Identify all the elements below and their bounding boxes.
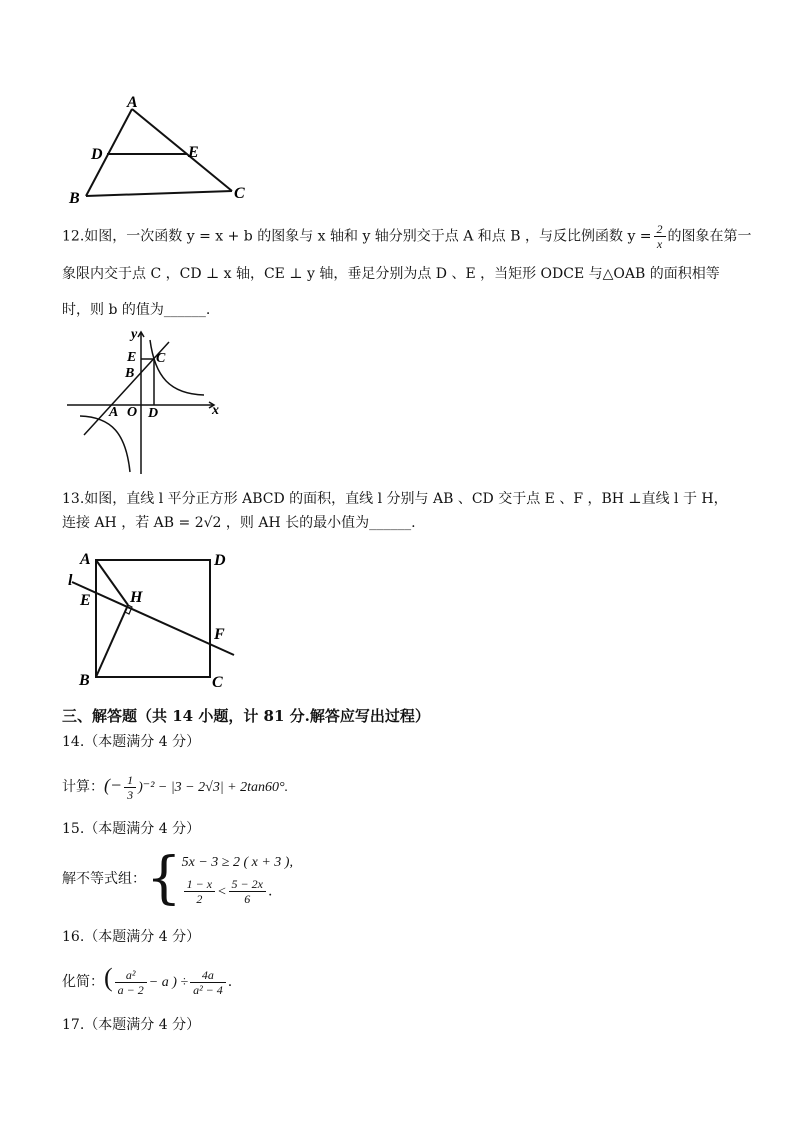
- frac-numerator: 1 − x: [184, 877, 215, 892]
- frac-denominator: 2: [196, 891, 203, 906]
- label-d: D: [148, 406, 159, 421]
- label-l: l: [68, 572, 73, 589]
- paren-open: (: [104, 963, 113, 992]
- q14-expression: [62, 768, 288, 802]
- label-b: B: [79, 672, 90, 689]
- section-3-title: 三、解答题（共 14 小题，计 81 分.解答应写出过程）: [62, 707, 430, 725]
- label-e: E: [80, 592, 91, 609]
- function-graph-figure: [62, 322, 227, 477]
- label-d: D: [214, 552, 226, 569]
- label-a: A: [80, 551, 91, 568]
- q16-prefix: 化简：: [62, 974, 104, 990]
- q13-line-1: 13.如图，直线 l 平分正方形 ABCD 的面积，直线 l 分别与 AB 、CD 交于点 E 、F ，BH ⊥直线 l 于 H，: [62, 491, 728, 507]
- q14-expr-rest: )⁻² − |3 − 2√3| + 2tan60°.: [138, 780, 289, 795]
- less-than: <: [217, 884, 227, 899]
- period: .: [267, 883, 273, 899]
- q12-text-1: 12.如图，一次函数 y = x + b 的图象与 x 轴和 y 轴分别交于点 A 和点 B ，与反比例函数 y =: [62, 228, 652, 245]
- label-b: B: [69, 190, 80, 207]
- frac-denominator: a² − 4: [193, 982, 223, 997]
- frac-numerator: 4a: [190, 968, 226, 983]
- label-y: y: [131, 327, 138, 342]
- label-c: C: [234, 185, 245, 202]
- label-b: B: [125, 366, 135, 381]
- q12-fraction: [654, 222, 666, 251]
- q14-expr-open: (−: [104, 775, 123, 795]
- label-d: D: [91, 146, 103, 163]
- label-x: x: [212, 403, 219, 418]
- label-c: C: [156, 351, 166, 366]
- inequality-2: [182, 877, 293, 906]
- label-o: O: [127, 405, 138, 420]
- q12-text-1-tail: 的图象在第一: [667, 228, 752, 245]
- hyperbola-branch-2: [80, 416, 130, 472]
- q13-line-2: 连接 AH ，若 AB = 2√2 ，则 AH 长的最小值为______.: [62, 515, 416, 531]
- frac-numerator: a²: [115, 968, 147, 983]
- q15-prefix: 解不等式组：: [62, 871, 146, 887]
- frac-right: [229, 877, 266, 906]
- label-a: A: [109, 405, 119, 420]
- frac-numerator: 5 − 2x: [229, 877, 266, 892]
- frac-numerator: 2: [654, 222, 666, 237]
- frac-left: [184, 877, 215, 906]
- q16-expression: [62, 958, 232, 998]
- label-f: F: [214, 626, 225, 643]
- triangle-figure: [62, 92, 262, 207]
- left-brace: {: [146, 846, 182, 911]
- q15-header: 15.（本题满分 4 分）: [62, 821, 201, 837]
- q17-header: 17.（本题满分 4 分）: [62, 1017, 201, 1033]
- q14-prefix: 计算：: [62, 779, 104, 795]
- q12-line-1: [62, 222, 752, 251]
- segment-ah: [96, 560, 128, 605]
- q16-middle: − a ) ÷: [148, 975, 189, 990]
- q16-fraction-2: [190, 968, 226, 997]
- q15-system: [62, 846, 293, 912]
- inequality-system: [182, 853, 293, 906]
- q16-header: 16.（本题满分 4 分）: [62, 929, 201, 945]
- segment-bc: [86, 191, 232, 196]
- label-e: E: [127, 350, 137, 365]
- label-h: H: [130, 589, 143, 606]
- square-figure: [62, 545, 242, 695]
- hyperbola-branch-1: [150, 340, 204, 395]
- q14-fraction: [124, 773, 136, 802]
- frac-denominator: x: [656, 237, 663, 251]
- frac-denominator: a − 2: [117, 982, 144, 997]
- inequality-1: 5x − 3 ≥ 2 ( x + 3 ),: [181, 854, 293, 870]
- segment-bh: [96, 605, 128, 677]
- q12-line-3: 时，则 b 的值为______.: [62, 302, 211, 318]
- label-e: E: [188, 144, 199, 161]
- label-a: A: [127, 94, 138, 111]
- label-c: C: [212, 674, 223, 691]
- q16-fraction-1: [115, 968, 147, 997]
- frac-numerator: 1: [124, 773, 136, 788]
- frac-denominator: 6: [244, 891, 251, 906]
- q12-line-2: 象限内交于点 C ，CD ⊥ x 轴，CE ⊥ y 轴，垂足分别为点 D 、E ，当矩形 ODCE 与△OAB 的面积相等: [62, 266, 720, 282]
- frac-denominator: 3: [127, 787, 134, 802]
- q14-header: 14.（本题满分 4 分）: [62, 734, 201, 750]
- segment-ac: [132, 109, 232, 191]
- period: .: [227, 974, 233, 990]
